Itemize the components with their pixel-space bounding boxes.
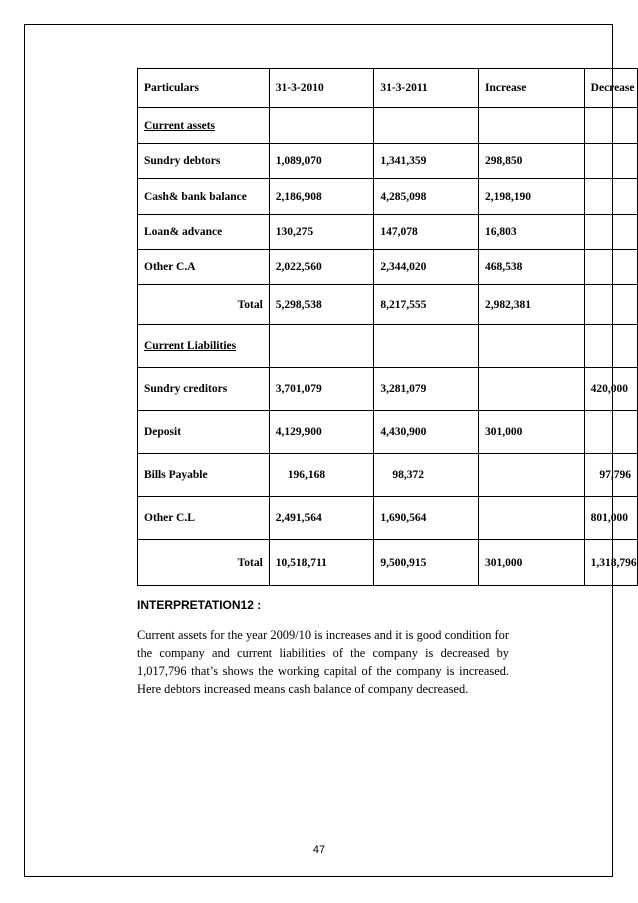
row-2010: 4,129,900 xyxy=(269,411,374,454)
total-2011: 8,217,555 xyxy=(374,285,479,325)
row-label: Other C.A xyxy=(138,250,270,285)
section-title-row xyxy=(138,108,638,144)
row-2011: 98,372 xyxy=(374,454,479,497)
section-title-current-assets: Current assets xyxy=(144,119,216,132)
table-row xyxy=(138,179,638,215)
table-row xyxy=(138,497,638,540)
total-increase: 301,000 xyxy=(479,540,585,586)
row-label: Deposit xyxy=(138,411,270,454)
row-increase: 16,803 xyxy=(479,215,585,250)
row-decrease: 420,000 xyxy=(584,368,637,411)
table-row xyxy=(138,144,638,179)
row-decrease xyxy=(584,411,637,454)
row-2011: 1,341,359 xyxy=(374,144,479,179)
row-2010: 2,022,560 xyxy=(269,250,374,285)
total-decrease: 1,318,796 xyxy=(584,540,637,586)
total-label: Total xyxy=(138,285,270,325)
total-row xyxy=(138,540,638,586)
row-increase: 298,850 xyxy=(479,144,585,179)
row-2011: 4,430,900 xyxy=(374,411,479,454)
row-increase xyxy=(479,368,585,411)
row-2010: 3,701,079 xyxy=(269,368,374,411)
total-increase: 2,982,381 xyxy=(479,285,585,325)
row-decrease: 801,000 xyxy=(584,497,637,540)
row-label: Other C.L xyxy=(138,497,270,540)
financial-table xyxy=(137,68,638,586)
row-2010: 130,275 xyxy=(269,215,374,250)
table-header-row xyxy=(138,69,638,108)
row-2010: 2,186,908 xyxy=(269,179,374,215)
row-increase: 468,538 xyxy=(479,250,585,285)
row-2010: 1,089,070 xyxy=(269,144,374,179)
row-increase xyxy=(479,454,585,497)
total-decrease xyxy=(584,285,637,325)
section-title-current-liabilities: Current Liabilities xyxy=(144,340,237,352)
header-2010: 31-3-2010 xyxy=(269,69,374,108)
total-2011: 9,500,915 xyxy=(374,540,479,586)
row-label: Loan& advance xyxy=(138,215,270,250)
table-row xyxy=(138,215,638,250)
total-2010: 10,518,711 xyxy=(269,540,374,586)
row-2010: 2,491,564 xyxy=(269,497,374,540)
row-2011: 147,078 xyxy=(374,215,479,250)
header-decrease: Decrease xyxy=(584,69,637,108)
total-2010: 5,298,538 xyxy=(269,285,374,325)
row-label: Sundry creditors xyxy=(138,368,270,411)
section-title-row xyxy=(138,325,638,368)
row-2011: 4,285,098 xyxy=(374,179,479,215)
header-2011: 31-3-2011 xyxy=(374,69,479,108)
row-2011: 3,281,079 xyxy=(374,368,479,411)
table-row xyxy=(138,411,638,454)
total-row xyxy=(138,285,638,325)
page-number: 47 xyxy=(312,844,326,856)
row-increase xyxy=(479,497,585,540)
row-increase: 301,000 xyxy=(479,411,585,454)
row-decrease xyxy=(584,215,637,250)
row-label: Bills Payable xyxy=(138,454,270,497)
interpretation-body: Current assets for the year 2009/10 is increases and it is good condition for the company and current liabilities of the company is decreased by 1,017,796 that’s shows the working capital of the company is increased. Here debtors increased means cash balance of company decreased. xyxy=(137,628,509,696)
row-label: Cash& bank balance xyxy=(138,179,270,215)
row-decrease xyxy=(584,250,637,285)
header-particulars: Particulars xyxy=(138,69,270,108)
row-decrease: 97,796 xyxy=(584,454,637,497)
row-2010: 196,168 xyxy=(269,454,374,497)
header-increase: Increase xyxy=(479,69,585,108)
row-increase: 2,198,190 xyxy=(479,179,585,215)
row-2011: 1,690,564 xyxy=(374,497,479,540)
row-2011: 2,344,020 xyxy=(374,250,479,285)
total-label: Total xyxy=(138,540,270,586)
table-row xyxy=(138,250,638,285)
row-label: Sundry debtors xyxy=(138,144,270,179)
interpretation-title: INTERPRETATION12 : xyxy=(137,598,262,612)
table-row xyxy=(138,368,638,411)
row-decrease xyxy=(584,179,637,215)
table-row xyxy=(138,454,638,497)
row-decrease xyxy=(584,144,637,179)
